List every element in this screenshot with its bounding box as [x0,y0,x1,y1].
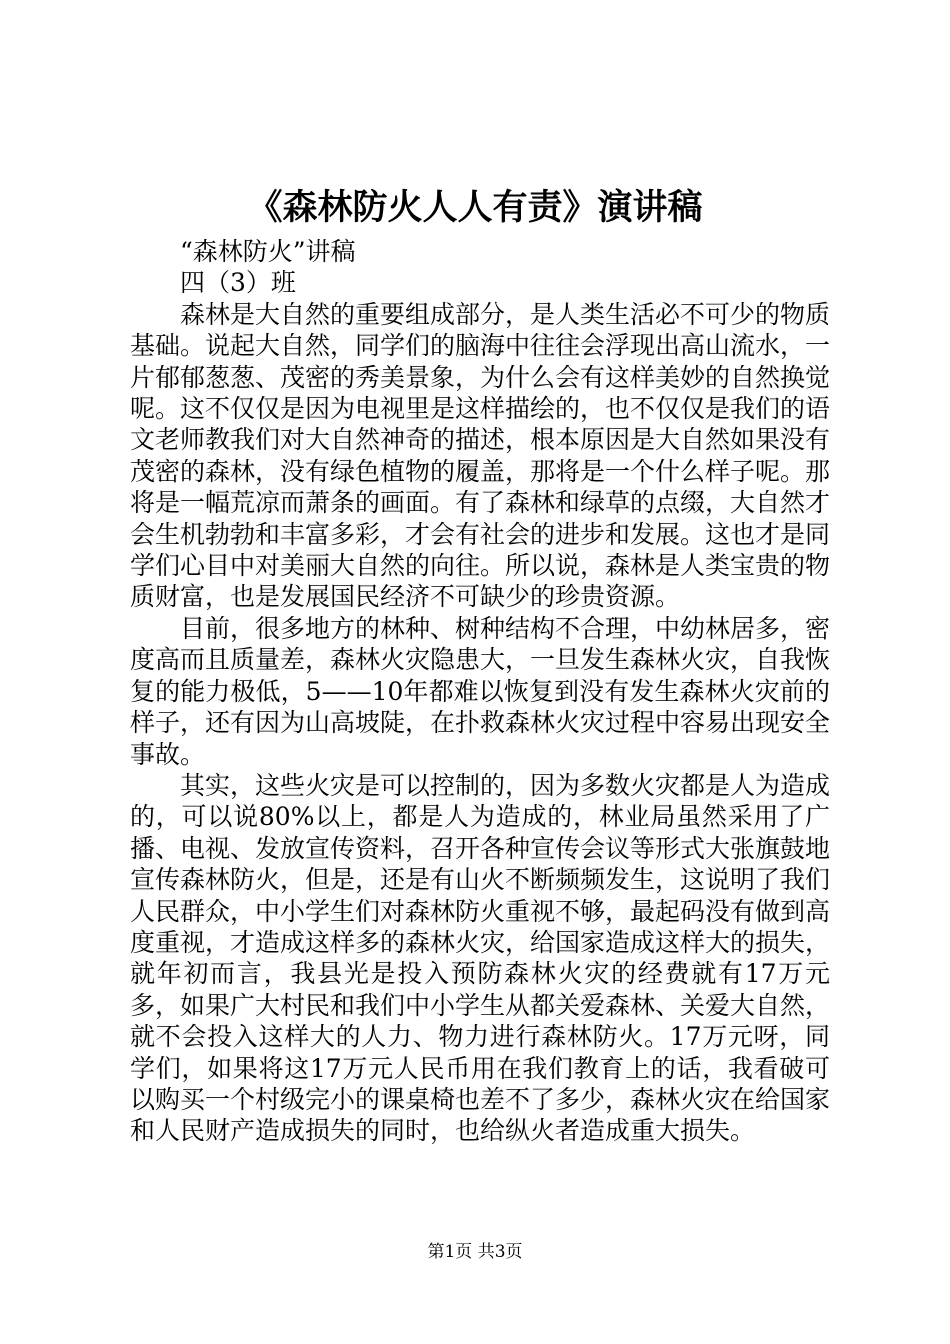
document-body [130,236,830,1147]
body-paragraph: 其实，这些火灾是可以控制的，因为多数火灾都是人为造成的，可以说80%以上，都是人为造成的，林业局虽然采用了广播、电视、发放宣传资料，召开各种宣传会议等形式大张旗鼓地宣传森林防火，但是，还是有山火不断频频发生，这说明了我们人民群众，中小学生们对森林防火重视不够，最起码没有做到高度重视，才造成这样多的森林火灾，给国家造成这样大的损失，就年初而言，我县光是投入预防森林火灾的经费就有17万元多，如果广大村民和我们中小学生从都关爱森林、关爱大自然，就不会投入这样大的人力、物力进行森林防火。17万元呀，同学们，如果将这17万元人民币用在我们教育上的话，我看破可以购买一个村级完小的课桌椅也差不了多少，森林火灾在给国家和人民财产造成损失的同时，也给纵火者造成重大损失。 [130,770,831,1146]
subtitle-line: “森林防火”讲稿 [180,237,356,266]
document-title: 《森林防火人人有责》演讲稿 [247,187,703,228]
body-paragraph: 目前，很多地方的林种、树种结构不合理，中幼林居多，密度高而且质量差，森林火灾隐患大，一旦发生森林火灾，自我恢复的能力极低，5——10年都难以恢复到没有发生森林火灾前的样子，还有因为山高坡陡，在扑救森林火灾过程中容易出现安全事故。 [130,613,831,769]
class-line: 四（3）班 [180,268,296,298]
body-paragraph: 森林是大自然的重要组成部分，是人类生活必不可少的物质基础。说起大自然，同学们的脑海中往往会浮现出高山流水，一片郁郁葱葱、茂密的秀美景象，为什么会有这样美妙的自然换觉呢。这不仅仅是因为电视里是这样描绘的，也不仅仅是我们的语文老师教我们对大自然神奇的描述，根本原因是大自然如果没有茂密的森林，没有绿色植物的履盖，那将是一个什么样子呢。那将是一幅荒凉而萧条的画面。有了森林和绿草的点缀，大自然才会生机勃勃和丰富多彩，才会有社会的进步和发展。这也才是同学们心目中对美丽大自然的向往。所以说，森林是人类宝贵的物质财富，也是发展国民经济不可缺少的珍贵资源。 [130,299,831,612]
page-footer: 第1页 共3页 [427,1242,523,1262]
